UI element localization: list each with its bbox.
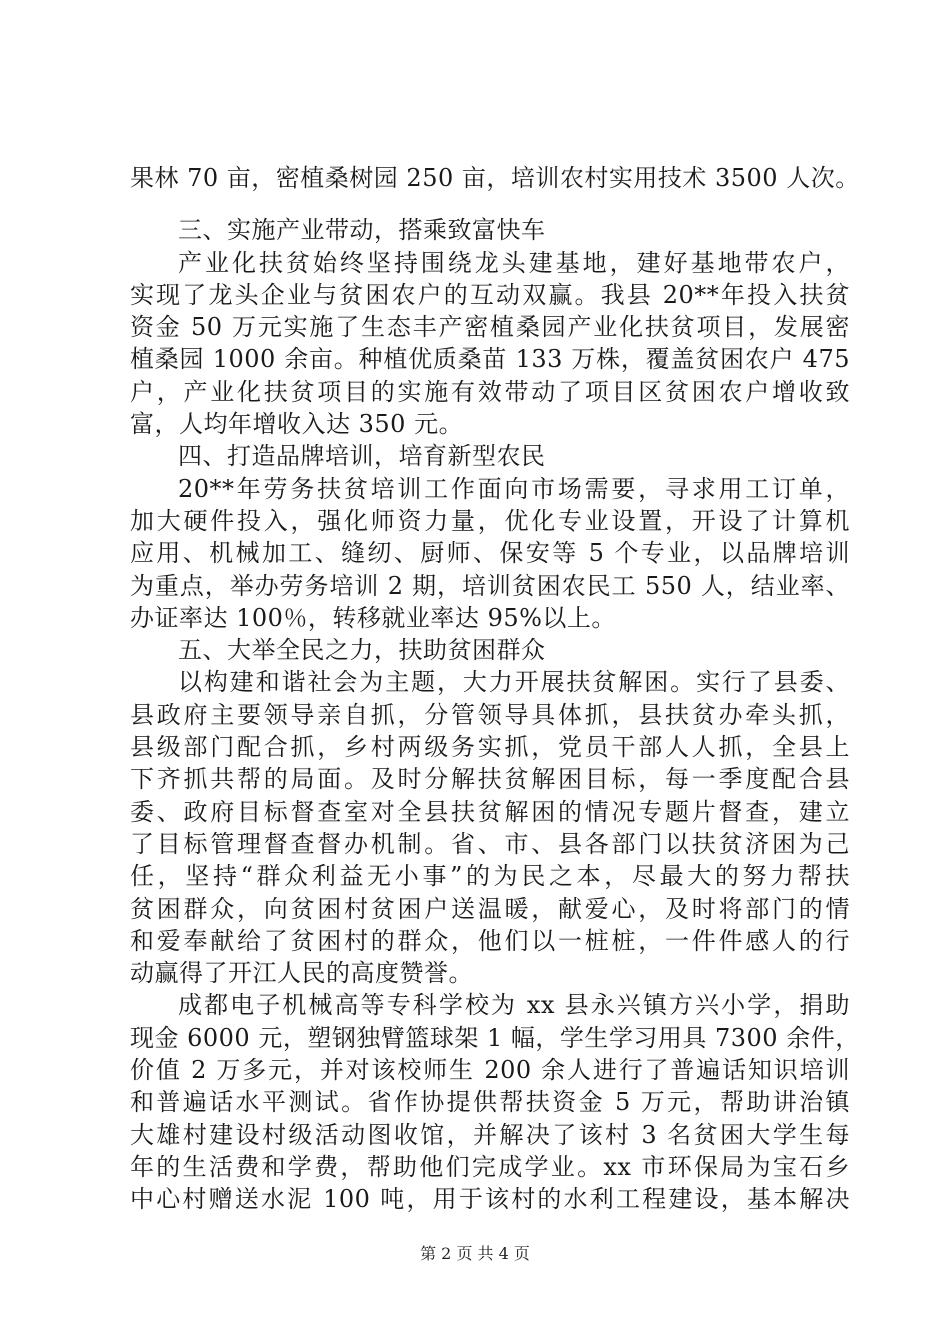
text-line: 县政府主要领导亲自抓，分管领导具体抓，县扶贫办牵头抓， [130,700,850,729]
page-footer: 第 2 页 共 4 页 [420,1244,530,1263]
text-line: 果林 70 亩，密植桑树园 250 亩，培训农村实用技术 3500 人次。 [130,164,860,192]
text-line: 价值 2 万多元，并对该校师生 200 余人进行了普遍话知识培训 [130,1056,850,1085]
section-heading: 四、打造品牌培训，培育新型农民 [178,442,546,471]
text-line: 委、政府目标督查室对全县扶贫解困的情况专题片督查，建立 [130,797,850,826]
text-line: 应用、机械加工、缝纫、厨师、保安等 5 个专业，以品牌培训 [130,539,850,568]
text-line: 年的生活费和学费，帮助他们完成学业。xx 市环保局为宝石乡 [130,1152,850,1181]
section-heading: 三、实施产业带动，搭乘致富快车 [178,216,546,245]
text-line: 中心村赠送水泥 100 吨，用于该村的水利工程建设，基本解决 [130,1185,850,1214]
text-line: 办证率达 100％，转移就业率达 95%以上。 [130,603,616,632]
text-line: 现金 6000 元，塑钢独臂篮球架 1 幅，学生学习用具 7300 余件， [130,1023,860,1052]
document-body [130,162,860,1216]
text-line: 动赢得了开江人民的高度赞誉。 [130,959,473,988]
text-line: 户，产业化扶贫项目的实施有效带动了项目区贫困农户增收致 [130,377,850,406]
text-line: 产业化扶贫始终坚持围绕龙头建基地，建好基地带农户， [178,248,850,277]
text-line: 成都电子机械高等专科学校为 xx 县永兴镇方兴小学，捐助 [178,991,850,1020]
text-line: 为重点，举办劳务培训 2 期，培训贫困农民工 550 人，结业率、 [130,571,850,600]
text-line: 任，坚持“群众利益无小事”的为民之本，尽最大的努力帮扶 [130,862,850,891]
text-line: 实现了龙头企业与贫困农户的互动双赢。我县 20**年投入扶贫 [130,280,850,309]
text-line: 了目标管理督查督办机制。省、市、县各部门以扶贫济困为己 [130,829,850,858]
text-line: 和普遍话水平测试。省作协提供帮扶资金 5 万元，帮助讲治镇 [130,1088,850,1117]
text-line: 和爱奉献给了贫困村的群众，他们以一桩桩，一件件感人的行 [130,926,850,955]
text-line: 植桑园 1000 余亩。种植优质桑苗 133 万株，覆盖贫困农户 475 [130,345,850,374]
text-line: 20**年劳务扶贫培训工作面向市场需要，寻求用工订单， [178,474,850,503]
text-line: 下齐抓共帮的局面。及时分解扶贫解困目标，每一季度配合县 [130,765,850,794]
section-heading: 五、大举全民之力，扶助贫困群众 [178,636,546,665]
text-line: 加大硬件投入，强化师资力量，优化专业设置，开设了计算机 [130,506,850,535]
text-line: 大雄村建设村级活动图收馆，并解决了该村 3 名贫困大学生每 [130,1120,850,1149]
text-line: 县级部门配合抓，乡村两级务实抓，党员干部人人抓，全县上 [130,733,850,762]
text-line: 以构建和谐社会为主题，大力开展扶贫解困。实行了县委、 [178,668,850,697]
text-line: 富，人均年增收入达 350 元。 [130,410,464,439]
text-line: 资金 50 万元实施了生态丰产密植桑园产业化扶贫项目，发展密 [130,313,850,342]
text-line: 贫困群众，向贫困村贫困户送温暖，献爱心，及时将部门的情 [130,894,850,923]
